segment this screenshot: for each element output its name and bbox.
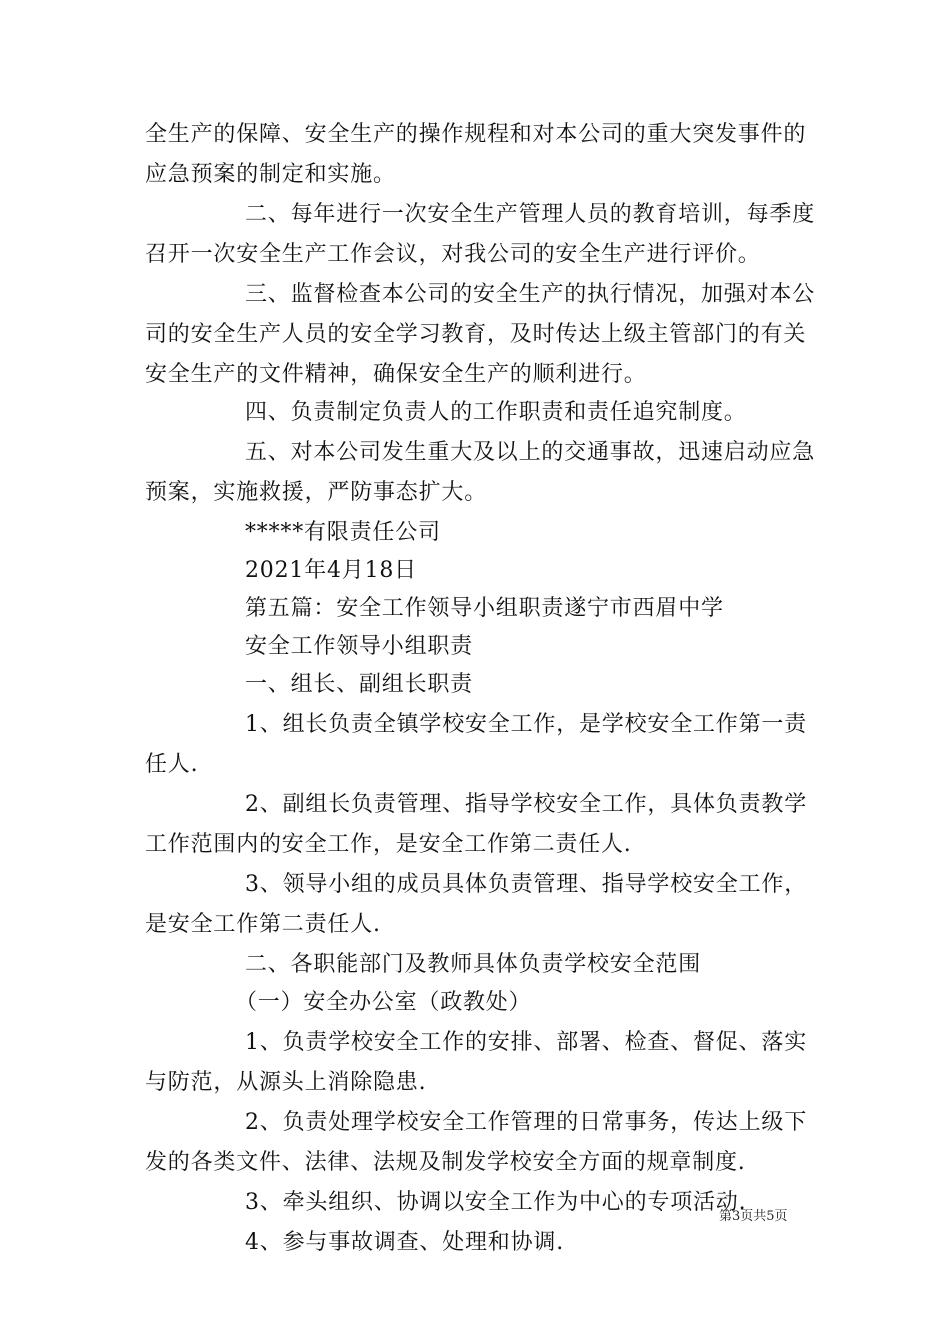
document-date: 2021年4月18日 [245, 558, 417, 583]
text-line: 4、参与事故调查、处理和协调. [245, 1230, 564, 1255]
text-line: 任人. [145, 752, 199, 777]
subheading: （一）安全办公室（政教处） [235, 990, 532, 1015]
text-line: 3、领导小组的成员具体负责管理、指导学校安全工作， [245, 872, 807, 897]
heading-one: 一、组长、副组长职责 [245, 672, 474, 697]
page-number: 第3页共5页 [719, 1209, 788, 1224]
text-line: 安全生产的文件精神，确保安全生产的顺利进行。 [145, 362, 647, 387]
section-subtitle: 安全工作领导小组职责 [245, 634, 474, 659]
text-line: 四、负责制定负责人的工作职责和责任追究制度。 [245, 400, 747, 425]
text-line: 三、监督检查本公司的安全生产的执行情况，加强对本公 [245, 282, 816, 307]
text-line: 1、组长负责全镇学校安全工作，是学校安全工作第一责 [245, 712, 807, 737]
text-line: 2、负责处理学校安全工作管理的日常事务，传达上级下 [245, 1110, 807, 1135]
text-line: 五、对本公司发生重大及以上的交通事故，迅速启动应急 [245, 440, 816, 465]
text-line: 召开一次安全生产工作会议，对我公司的安全生产进行评价。 [145, 242, 761, 267]
text-line: 发的各类文件、法律、法规及制发学校安全方面的规章制度. [145, 1150, 746, 1175]
company-name: *****有限责任公司 [245, 520, 441, 545]
heading-two: 二、各职能部门及教师具体负责学校安全范围 [245, 952, 702, 977]
text-line: 1、负责学校安全工作的安排、部署、检查、督促、落实 [245, 1030, 807, 1055]
text-line: 是安全工作第二责任人. [145, 912, 381, 937]
text-line: 3、牵头组织、协调以安全工作为中心的专项活动. [245, 1190, 747, 1215]
text-line: 全生产的保障、安全生产的操作规程和对本公司的重大突发事件的 [145, 122, 807, 147]
text-line: 工作范围内的安全工作，是安全工作第二责任人. [145, 832, 632, 857]
text-line: 司的安全生产人员的安全学习教育，及时传达上级主管部门的有关 [145, 322, 807, 347]
section-title: 第五篇：安全工作领导小组职责遂宁市西眉中学 [245, 596, 724, 621]
text-line: 预案，实施救援，严防事态扩大。 [145, 480, 488, 505]
text-line: 应急预案的制定和实施。 [145, 162, 396, 187]
text-line: 与防范，从源头上消除隐患. [145, 1070, 427, 1095]
text-line: 二、每年进行一次安全生产管理人员的教育培训，每季度 [245, 202, 816, 227]
text-line: 2、副组长负责管理、指导学校安全工作，具体负责教学 [245, 792, 807, 817]
